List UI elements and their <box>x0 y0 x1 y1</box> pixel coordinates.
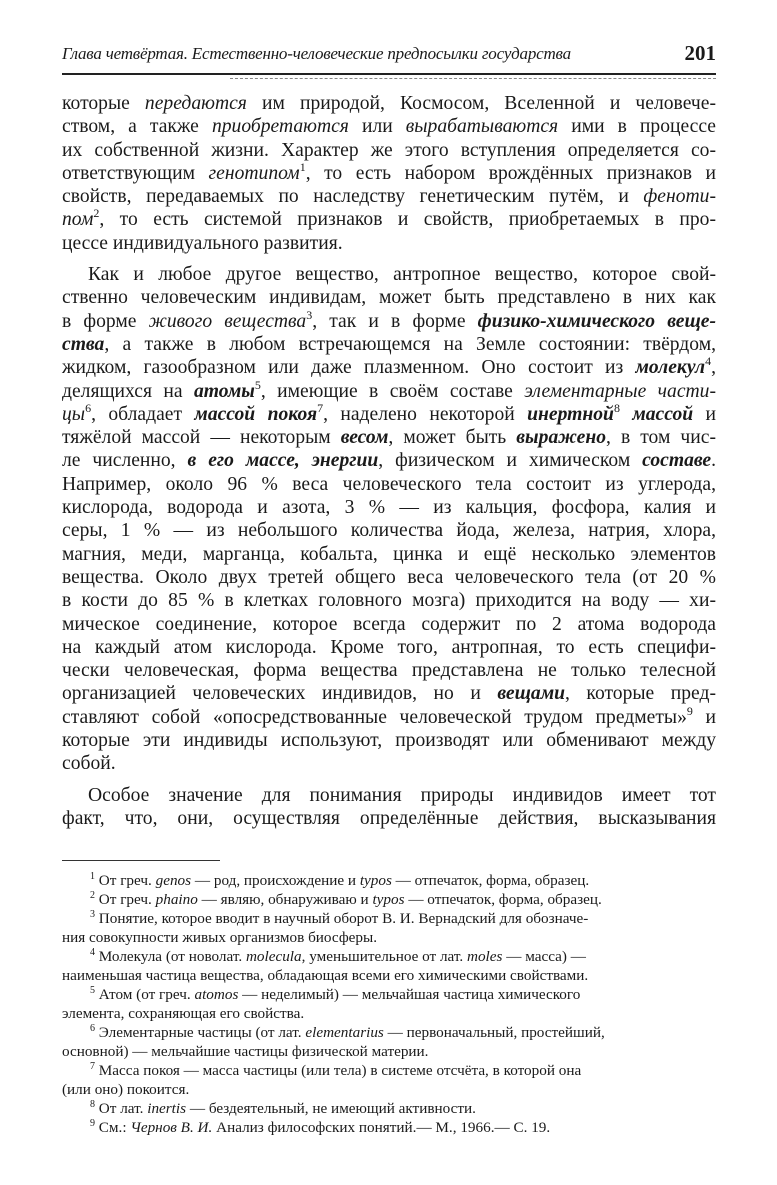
footnote-ref: 5 <box>254 377 261 392</box>
text-line: цессе индивидуального развития. <box>62 232 343 254</box>
text-line: которые передаются им природой, Космосом, Вселенной и человече- <box>62 93 716 114</box>
text-line: ством, а также приобретаются или вырабатываются ими в процессе <box>62 116 716 138</box>
main-text <box>62 92 716 830</box>
footnote-3-cont: ния совокупности живых организмов биосферы. <box>62 929 378 946</box>
paragraph-3 <box>62 784 716 831</box>
footnotes <box>62 871 716 1137</box>
text-line: кислорода, водорода и азота, 3 % — из кальция, фосфора, калия и <box>62 497 716 519</box>
footnote-7: $^7$ Масса покоя — масса частицы (или тела) в системе отсчёта, в которой она <box>90 1061 582 1079</box>
text-line: собой. <box>62 753 116 775</box>
footnote-ref: 2 <box>93 206 100 221</box>
footnote-2: $^2$ От греч. phaino — являю, обнаруживаю и typos — отпечаток, форма, образец. <box>90 890 602 908</box>
text-line: вещества. Около двух третей общего веса человеческого тела (от 20 % <box>62 566 716 588</box>
footnote-5: $^5$ Атом (от греч. atomos — неделимый) — мельчайшая частица химического <box>90 985 581 1003</box>
text-line: $цы^6$, обладает массой покоя$^7$, наделено некоторой инертной$^8$ массой и <box>62 400 717 425</box>
footnote-5-cont: элемента, сохраняющая его свойства. <box>62 1005 305 1022</box>
text-line: Как и любое другое вещество, антропное вещество, которое свой- <box>88 264 716 286</box>
footnote-4-cont: наименьшая частица вещества, обладающая всеми его химическими свойствами. <box>62 967 589 984</box>
footnote-8: $^8$ От лат. inertis — бездеятельный, не имеющий активности. <box>90 1099 476 1117</box>
text-line: на каждый атом кислорода. Кроме того, антропная, то есть специфи- <box>62 636 716 658</box>
text-line: жидком, газообразном или даже плазменном. Оно состоит из молекул$^4$, <box>62 354 716 379</box>
text-line: Например, около 96 % веса человеческого тела состоит из углерода, <box>62 473 716 495</box>
text-line: ставляют собой «опосредствованные человеческой трудом предметы»$^9$ и <box>62 703 717 728</box>
text-line: их собственной жизни. Характер же этого вступления определяется со- <box>62 139 716 161</box>
footnote-6: $^6$ Элементарные частицы (от лат. elementarius — первоначальный, простейший, <box>90 1023 605 1041</box>
header-rule <box>62 73 716 75</box>
text-line: организацией человеческих индивидов, но и вещами, которые пред- <box>62 683 716 705</box>
text-line: ственно человеческим индивидам, может быть представлено в них как <box>62 287 716 309</box>
text-line: Особое значение для понимания природы индивидов имеет тот <box>88 784 716 806</box>
footnote-6-cont: основной) — мельчайшие частицы физической материи. <box>62 1043 429 1060</box>
footnote-ref: 4 <box>705 354 712 369</box>
text-line: свойств, передаваемых по наследству генетическим путём, и феноти- <box>62 186 716 208</box>
text-line: факт, что, они, осуществляя определённые действия, высказывания <box>62 807 716 829</box>
text-line: пом$^2$, то есть системой признаков и свойств, приобретаемых в про- <box>62 206 716 231</box>
text-line: которые эти индивиды используют, производят или обменивают между <box>62 730 716 752</box>
footnote-ref: 6 <box>85 400 92 415</box>
chapter-title: Глава четвёртая. Естественно-человеческие предпосылки государства <box>62 44 571 63</box>
footnote-ref: 8 <box>613 400 620 415</box>
footnote-rule <box>62 860 220 861</box>
text-line: тяжёлой массой — некоторым весом, может быть выражено, в том чис- <box>62 427 716 449</box>
text-line: чески человеческая, форма вещества представлена не только телесной <box>62 660 716 682</box>
running-header <box>62 41 716 70</box>
paragraph-1 <box>62 92 716 255</box>
text-line: делящихся на атомы$^5$, имеющие в своём составе элементарные части- <box>62 377 716 402</box>
text-line: мическое соединение, которое всегда содержит по 2 атома водорода <box>62 613 716 635</box>
header-rule-dashed <box>230 78 716 79</box>
footnote-ref: 9 <box>686 703 693 718</box>
footnote-9: $^9$ См.: Чернов В. И. Анализ философских понятий.— М., 1966.— С. 19. <box>90 1118 551 1136</box>
footnote-4: $^4$ Молекула (от новолат. molecula, уменьшительное от лат. moles — масса) — <box>90 947 586 965</box>
paragraph-2 <box>62 263 716 776</box>
footnote-1: $^1$ От греч. genos — род, происхождение и typos — отпечаток, форма, образец. <box>90 871 590 889</box>
text-line: серы, 1 % — из небольшого количества йода, железа, натрия, хлора, <box>62 520 716 542</box>
footnote-ref: 1 <box>299 159 306 174</box>
text-line: ства, а также в любом встречающемся на Земле состоянии: твёрдом, <box>62 333 716 355</box>
footnote-ref: 7 <box>317 400 324 415</box>
text-line: в кости до 85 % в клетках головного мозга) приходится на воду — хи- <box>62 590 716 612</box>
footnote-7-cont: (или оно) покоится. <box>62 1081 190 1098</box>
page-number: 201 <box>684 41 716 65</box>
footnote-3: $^3$ Понятие, которое вводит в научный оборот В. И. Вернадский для обозначе- <box>90 909 589 927</box>
footnote-ref: 3 <box>306 307 313 322</box>
text-line: ответствующим генотипом$^1$, то есть набором врождённых признаков и <box>62 159 716 184</box>
text-line: ле численно, в его массе, энергии, физическом и химическом составе. <box>62 450 717 472</box>
text-line: магния, меди, марганца, кобальта, цинка и ещё несколько элементов <box>62 543 716 565</box>
text-line: в форме живого вещества$^3$, так и в форме физико-химического веще- <box>62 307 716 332</box>
